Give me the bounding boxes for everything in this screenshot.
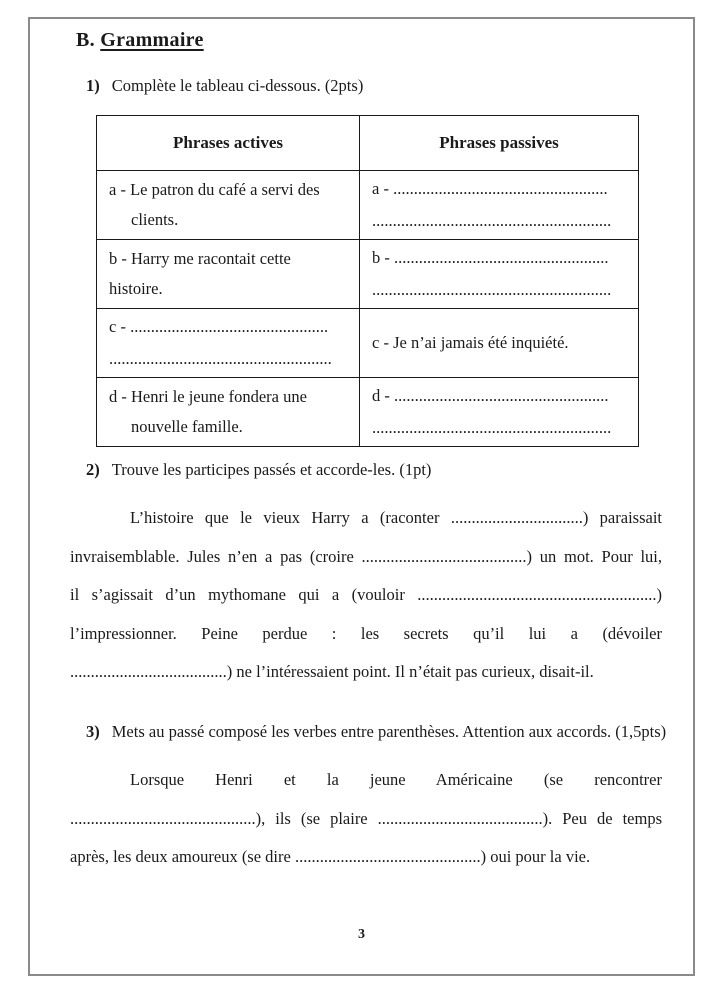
cell-passive-a — [360, 171, 639, 240]
cell-passive-c — [360, 309, 639, 378]
table-row-c — [97, 309, 639, 378]
active-sentence-b: b - Harry me racontait cette histoire. — [109, 249, 291, 298]
cell-passive-b — [360, 240, 639, 309]
text-line: L’histoire que le vieux Harry a (raconter ................................) paraissait — [130, 508, 662, 527]
table-header-row — [97, 116, 639, 171]
cell-active-a — [97, 171, 360, 240]
text-line: après, les deux amoureux (se dire .............................................) oui pour la vie. — [70, 847, 591, 866]
table-row-a — [97, 171, 639, 240]
exercise-2-number: 2) — [86, 460, 100, 479]
answer-blank-a-1: a - .................................................... — [372, 179, 608, 198]
section-letter: B. — [76, 29, 95, 51]
exercise-1-number: 1) — [86, 76, 100, 95]
exercise-2-paragraph — [70, 499, 662, 692]
exercise-3-number: 3) — [86, 722, 100, 741]
answer-blank-d-1: d - .................................................... — [372, 386, 609, 405]
column-header-passives: Phrases passives — [360, 116, 639, 171]
answer-blank-b-2: .......................................................... — [372, 280, 612, 299]
cell-active-b — [97, 240, 360, 309]
exercise-1-instruction: Complète le tableau ci-dessous. (2pts) — [111, 76, 364, 95]
page-border-frame — [28, 17, 695, 976]
active-sentence-d: d - Henri le jeune fondera une — [109, 387, 307, 406]
answer-blank-b-1: b - .................................................... — [372, 248, 609, 267]
cell-active-d — [97, 378, 360, 447]
active-sentence-a-cont: clients. — [131, 210, 179, 229]
exercise-3-paragraph — [70, 761, 662, 877]
text-line: l’impressionner. Peine perdue : les secrets qu’il lui a (dévoiler — [70, 623, 662, 643]
exercise-3-instruction: Mets au passé composé les verbes entre parenthèses. Attention aux accords. (1,5pts) — [111, 722, 667, 741]
text-line: Lorsque Henri et la jeune Américaine (se rencontrer — [130, 770, 662, 789]
exercise-2-instruction: Trouve les participes passés et accorde-les. (1pt) — [111, 460, 432, 479]
answer-blank-c-2: ...................................................... — [109, 349, 332, 368]
table-row-b — [97, 240, 639, 309]
exercise-1-header — [86, 76, 363, 96]
section-title — [76, 29, 204, 52]
text-line: il s’agissait d’un mythomane qui a (vouloir ..........................................................) — [70, 585, 662, 604]
answer-blank-d-2: .......................................................... — [372, 418, 612, 437]
exercise-2-header — [86, 460, 431, 480]
active-sentence-d-cont: nouvelle famille. — [131, 417, 243, 436]
phrases-table — [96, 115, 639, 447]
cell-active-c — [97, 309, 360, 378]
table-row-d — [97, 378, 639, 447]
text-line: .............................................), ils (se plaire ........................................). Peu de temps — [70, 808, 662, 828]
cell-passive-d — [360, 378, 639, 447]
section-name: Grammaire — [100, 29, 204, 51]
column-header-actives: Phrases actives — [97, 116, 360, 171]
page-number: 3 — [358, 927, 365, 942]
active-sentence-a: a - Le patron du café a servi des — [109, 180, 320, 199]
answer-blank-c-1: c - ................................................ — [109, 317, 329, 336]
exercise-3-header — [86, 722, 666, 742]
text-line: ......................................) ne l’intéressaient point. Il n’était pas curieux, disait-il. — [70, 662, 594, 681]
text-line: invraisemblable. Jules n’en a pas (croire ........................................) un mot. Pour lui, — [70, 546, 662, 566]
passive-sentence-c: c - Je n’ai jamais été inquiété. — [372, 333, 569, 352]
answer-blank-a-2: .......................................................... — [372, 211, 612, 230]
